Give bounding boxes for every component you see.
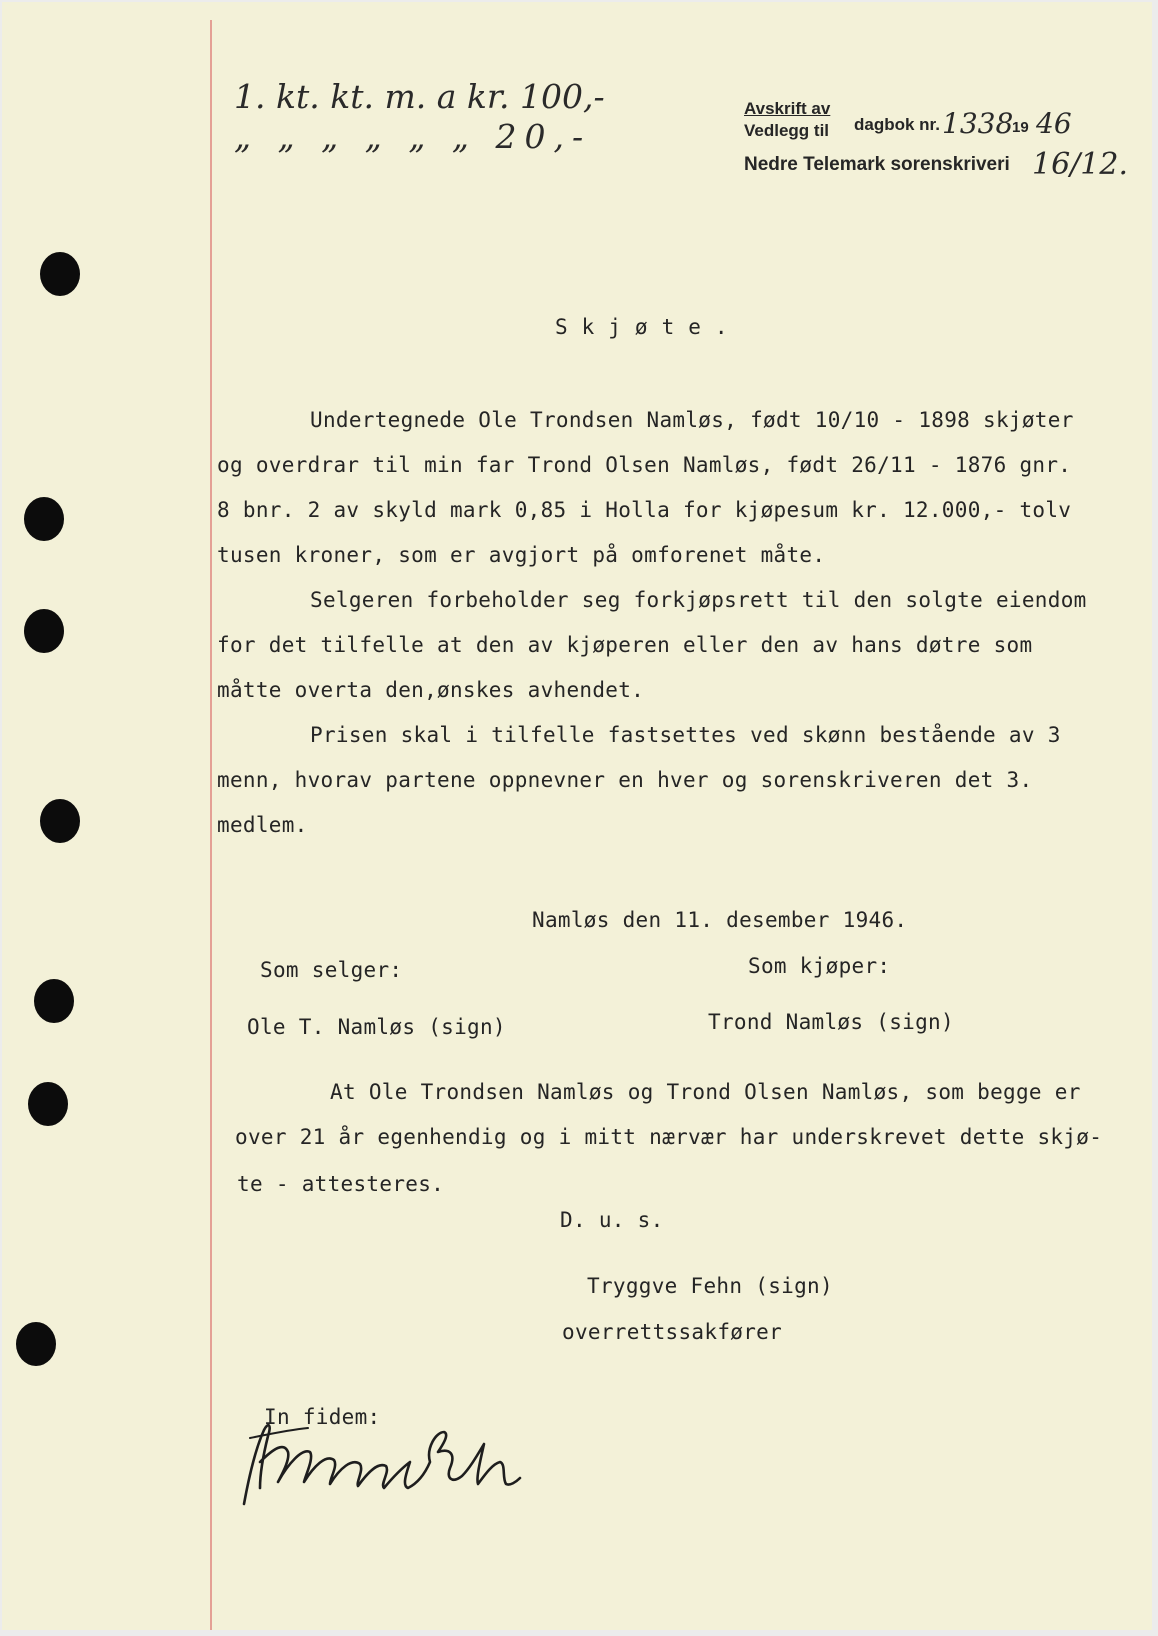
punch-hole xyxy=(24,609,64,653)
paragraph-line: 8 bnr. 2 av skyld mark 0,85 i Holla for kjøpesum kr. 12.000,- tolv xyxy=(217,498,1072,522)
seller-label: Som selger: xyxy=(260,958,403,982)
dus: D. u. s. xyxy=(560,1208,664,1232)
handwritten-signature xyxy=(230,1402,530,1512)
fee-annotation-line1: 1. kt. kt. m. a kr. 100,- xyxy=(234,77,605,116)
stamp-dagbok-label: dagbok nr. xyxy=(854,115,940,134)
attestation-line: over 21 år egenhendig og i mitt nærvær har underskrevet dette skjø- xyxy=(235,1125,1103,1149)
paragraph-line: menn, hvorav partene oppnevner en hver og sorenskriveren det 3. xyxy=(217,768,1033,792)
attestor-signature: Tryggve Fehn (sign) xyxy=(587,1274,833,1298)
paragraph-line: måtte overta den,ønskes avhendet. xyxy=(217,678,645,702)
punch-hole xyxy=(40,252,80,296)
attestation-line: te - attesteres. xyxy=(237,1172,445,1196)
stamp-dagbok-number: 1338 xyxy=(942,107,1014,140)
punch-hole xyxy=(16,1322,56,1366)
margin-rule xyxy=(210,20,212,1630)
stamp-line2: Vedlegg til xyxy=(744,121,830,140)
paragraph-line: og overdrar til min far Trond Olsen Namløs, født 26/11 - 1876 gnr. xyxy=(217,453,1072,477)
stamp-office: Nedre Telemark sorenskriveri xyxy=(744,154,1010,175)
stamp-line1: Avskrift av xyxy=(744,99,831,118)
stamp-date: 16/12. xyxy=(1032,147,1128,182)
paragraph-line: medlem. xyxy=(217,813,308,837)
attestation-line: At Ole Trondsen Namløs og Trond Olsen Namløs, som begge er xyxy=(330,1080,1081,1104)
paragraph-line: for det tilfelle at den av kjøperen eller den av hans døtre som xyxy=(217,633,1033,657)
stamp-year-prefix: 19 xyxy=(1012,119,1029,136)
paragraph-line: Undertegnede Ole Trondsen Namløs, født 10/10 - 1898 skjøter xyxy=(310,408,1074,432)
place-date: Namløs den 11. desember 1946. xyxy=(532,908,908,932)
attestor-title: overrettssakfører xyxy=(562,1320,783,1344)
punch-hole xyxy=(34,979,74,1023)
paragraph-line: Prisen skal i tilfelle fastsettes ved skønn bestående av 3 xyxy=(310,723,1061,747)
buyer-signature: Trond Namløs (sign) xyxy=(708,1010,954,1034)
document-page xyxy=(2,2,1152,1630)
seller-signature: Ole T. Namløs (sign) xyxy=(247,1015,506,1039)
stamp-year: 46 xyxy=(1036,107,1072,140)
document-title: Skjøte. xyxy=(555,315,742,339)
paragraph-line: tusen kroner, som er avgjort på omforenet måte. xyxy=(217,543,826,567)
punch-hole xyxy=(40,799,80,843)
fee-annotation-line2: „ „ „ „ „ „ 20,- xyxy=(234,117,592,156)
punch-hole xyxy=(28,1082,68,1126)
buyer-label: Som kjøper: xyxy=(748,954,891,978)
punch-hole xyxy=(24,497,64,541)
in-fidem-label: In fidem: xyxy=(264,1405,381,1429)
paragraph-line: Selgeren forbeholder seg forkjøpsrett til den solgte eiendom xyxy=(310,588,1087,612)
